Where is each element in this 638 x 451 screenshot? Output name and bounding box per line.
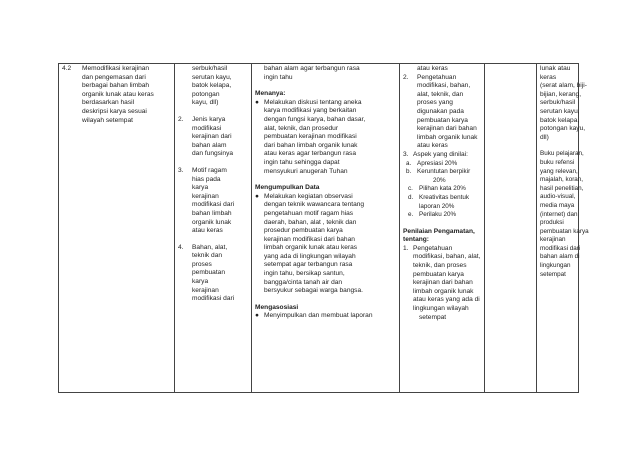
assessment-cell: atau keras 2. Pengetahuan modifikasi, bahan, alat, teknik, dan proses yang digunakan pada pembuatan karya kerajinan dari bahan limbah organik lunak atau keras 3. Aspek yang dinilai: a. Apresiasi 20% b. Keruntutan berpikir 20% c. Pilihan kata 20% d. Kreativitas bentuk laporan 20% e. Perilaku 20% Penilaian Pengamatan, tentang: 1. Pengetahuan modifikasi, bahan, alat, teknik, dan proses pembuatan karya kerajinan dari bahan limbah organik lunak atau keras yang ada di lingkungan wilayah setempat xyxy=(400,64,485,393)
aspect-item: c. Pilihan kata 20% xyxy=(408,185,466,193)
bullet-icon: ● xyxy=(255,98,259,106)
section-heading-menanya: Menanya: xyxy=(255,90,286,98)
aspect-item: d. Kreativitas bentuk laporan 20% xyxy=(408,193,470,210)
competency-text: Memodifikasi kerajinan dan pengemasan dari berbagai bahan limbah organik lunak atau keras berdasarkan hasil deskripsi karya sesuai wilayah setempat xyxy=(82,65,154,124)
aspect-item: e. Perilaku 20% xyxy=(408,211,457,219)
competency-cell xyxy=(59,64,175,393)
bullet-icon: ● xyxy=(255,312,259,320)
observation-heading: Penilaian Pengamatan, xyxy=(403,227,475,235)
reference-list: Buku pelajaran, buku refensi yang relevan, majalah, koran, hasil penelitian, audio-visual, media maya (internet) dan produksi pembuatan karya kerajinan modifikasi dari bahan alam di lingkungan setempat xyxy=(540,150,589,278)
materials-cell: serbuk/hasil serutan kayu, batok kelapa, potongan kayu, dll) 2. Jenis karya modifikasi kerajinan dari bahan alam dan fungsinya 3. Motif ragam hias pada karya kerajinan modifikasi dari bahan limbah organik lunak atau keras 4. Bahan, alat, teknik dan proses pembuatan karya kerajinan modifikasi dari xyxy=(175,64,252,393)
materials-item-2: 2. Jenis karya modifikasi kerajinan dari bahan alam dan fungsinya xyxy=(178,115,234,158)
materials-item-4: 4. Bahan, alat, teknik dan proses pembuatan karya kerajinan modifikasi dari xyxy=(178,243,235,303)
section-heading-mengumpulkan-data: Mengumpulkan Data xyxy=(255,184,320,192)
learning-sources-cell: lunak atau keras (serat alam, biji- bijian, kerang, serbuk/hasil serutan kayu, batok kelapa, potongan kayu, dll) Buku pelajaran, buku refensi yang relevan, majalah, koran, hasil penelitian, audio-visual, media maya (internet) dan produksi pembuatan karya kerajinan modifikasi dari bahan alam di lingkungan setempat xyxy=(537,64,579,393)
table-row xyxy=(59,64,579,393)
competency-number: 4.2 xyxy=(62,65,72,72)
assessment-item-2: 2. Pengetahuan modifikasi, bahan, alat, teknik, dan proses yang digunakan pada pembuatan karya kerajinan dari bahan limbah organik lunak atau keras xyxy=(403,73,478,150)
aspect-list xyxy=(403,160,481,220)
assessment-item-3: 3. Aspek yang dinilai: xyxy=(403,150,468,158)
bullet-item: ● Melakukan diskusi tentang aneka karya modifikasi yang berkaitan dengan fungsi karya, bahan dasar, alat, teknik, dan prosedur pembuatan kerajinan modifikasi dari bahan limbah organik lunak atau keras agar terbangun rasa ingin tahu sehingga dapat mensyukuri anugerah Tuhan xyxy=(255,98,366,175)
bullet-item: ● Melakukan kegiatan observasi dengan teknik wawancara tentang pengetahuan motif ragam hias daerah, bahan, alat , teknik dan prosedur pembuatan karya kerajinan modifikasi dari bahan limbah organik lunak atau keras yang ada di lingkungan wilayah setempat agar terbangun rasa ingin tahu, bersikap santun, bangga/cinta tanah air dan bersyukur sebagai warga bangsa. xyxy=(255,192,365,295)
syllabus-table xyxy=(58,63,589,393)
time-allocation-cell xyxy=(485,64,537,393)
bullet-item: ● Menyimpulkan dan membuat laporan xyxy=(255,312,373,320)
learning-activities-cell: bahan alam agar terbangun rasa ingin tahu Menanya: ● Melakukan diskusi tentang aneka karya modifikasi yang berkaitan dengan fungsi karya, bahan dasar, alat, teknik, dan prosedur pembuatan kerajinan modifikasi dari bahan limbah organik lunak atau keras agar terbangun rasa ingin tahu sehingga dapat mensyukuri anugerah Tuhan Mengumpulkan Data ● Melakukan kegiatan observasi dengan teknik wawancara tentang pengetahuan motif ragam hias daerah, bahan, alat , teknik dan prosedur pembuatan karya kerajinan modifikasi dari bahan limbah organik lunak atau keras yang ada di lingkungan wilayah setempat agar terbangun rasa ingin tahu, bersikap santun, bangga/cinta tanah air dan bersyukur sebagai warga bangsa. Mengasosiasi ● Menyimpulkan dan membuat laporan xyxy=(252,64,400,393)
bullet-icon: ● xyxy=(255,192,259,200)
section-heading-mengasosiasi: Mengasosiasi xyxy=(255,303,299,311)
materials-item-3: 3. Motif ragam hias pada karya kerajinan modifikasi dari bahan limbah organik lunak atau keras xyxy=(178,166,235,235)
aspect-item: a. Apresiasi 20% xyxy=(406,159,458,167)
aspect-item: b. Keruntutan berpikir 20% xyxy=(406,168,471,184)
assessment-item-1: 1. Pengetahuan modifikasi, bahan, alat, teknik, dan proses pembuatan karya kerajinan dari bahan limbah organik lunak atau keras yang ada di lingkungan wilayah setempat xyxy=(403,244,481,321)
